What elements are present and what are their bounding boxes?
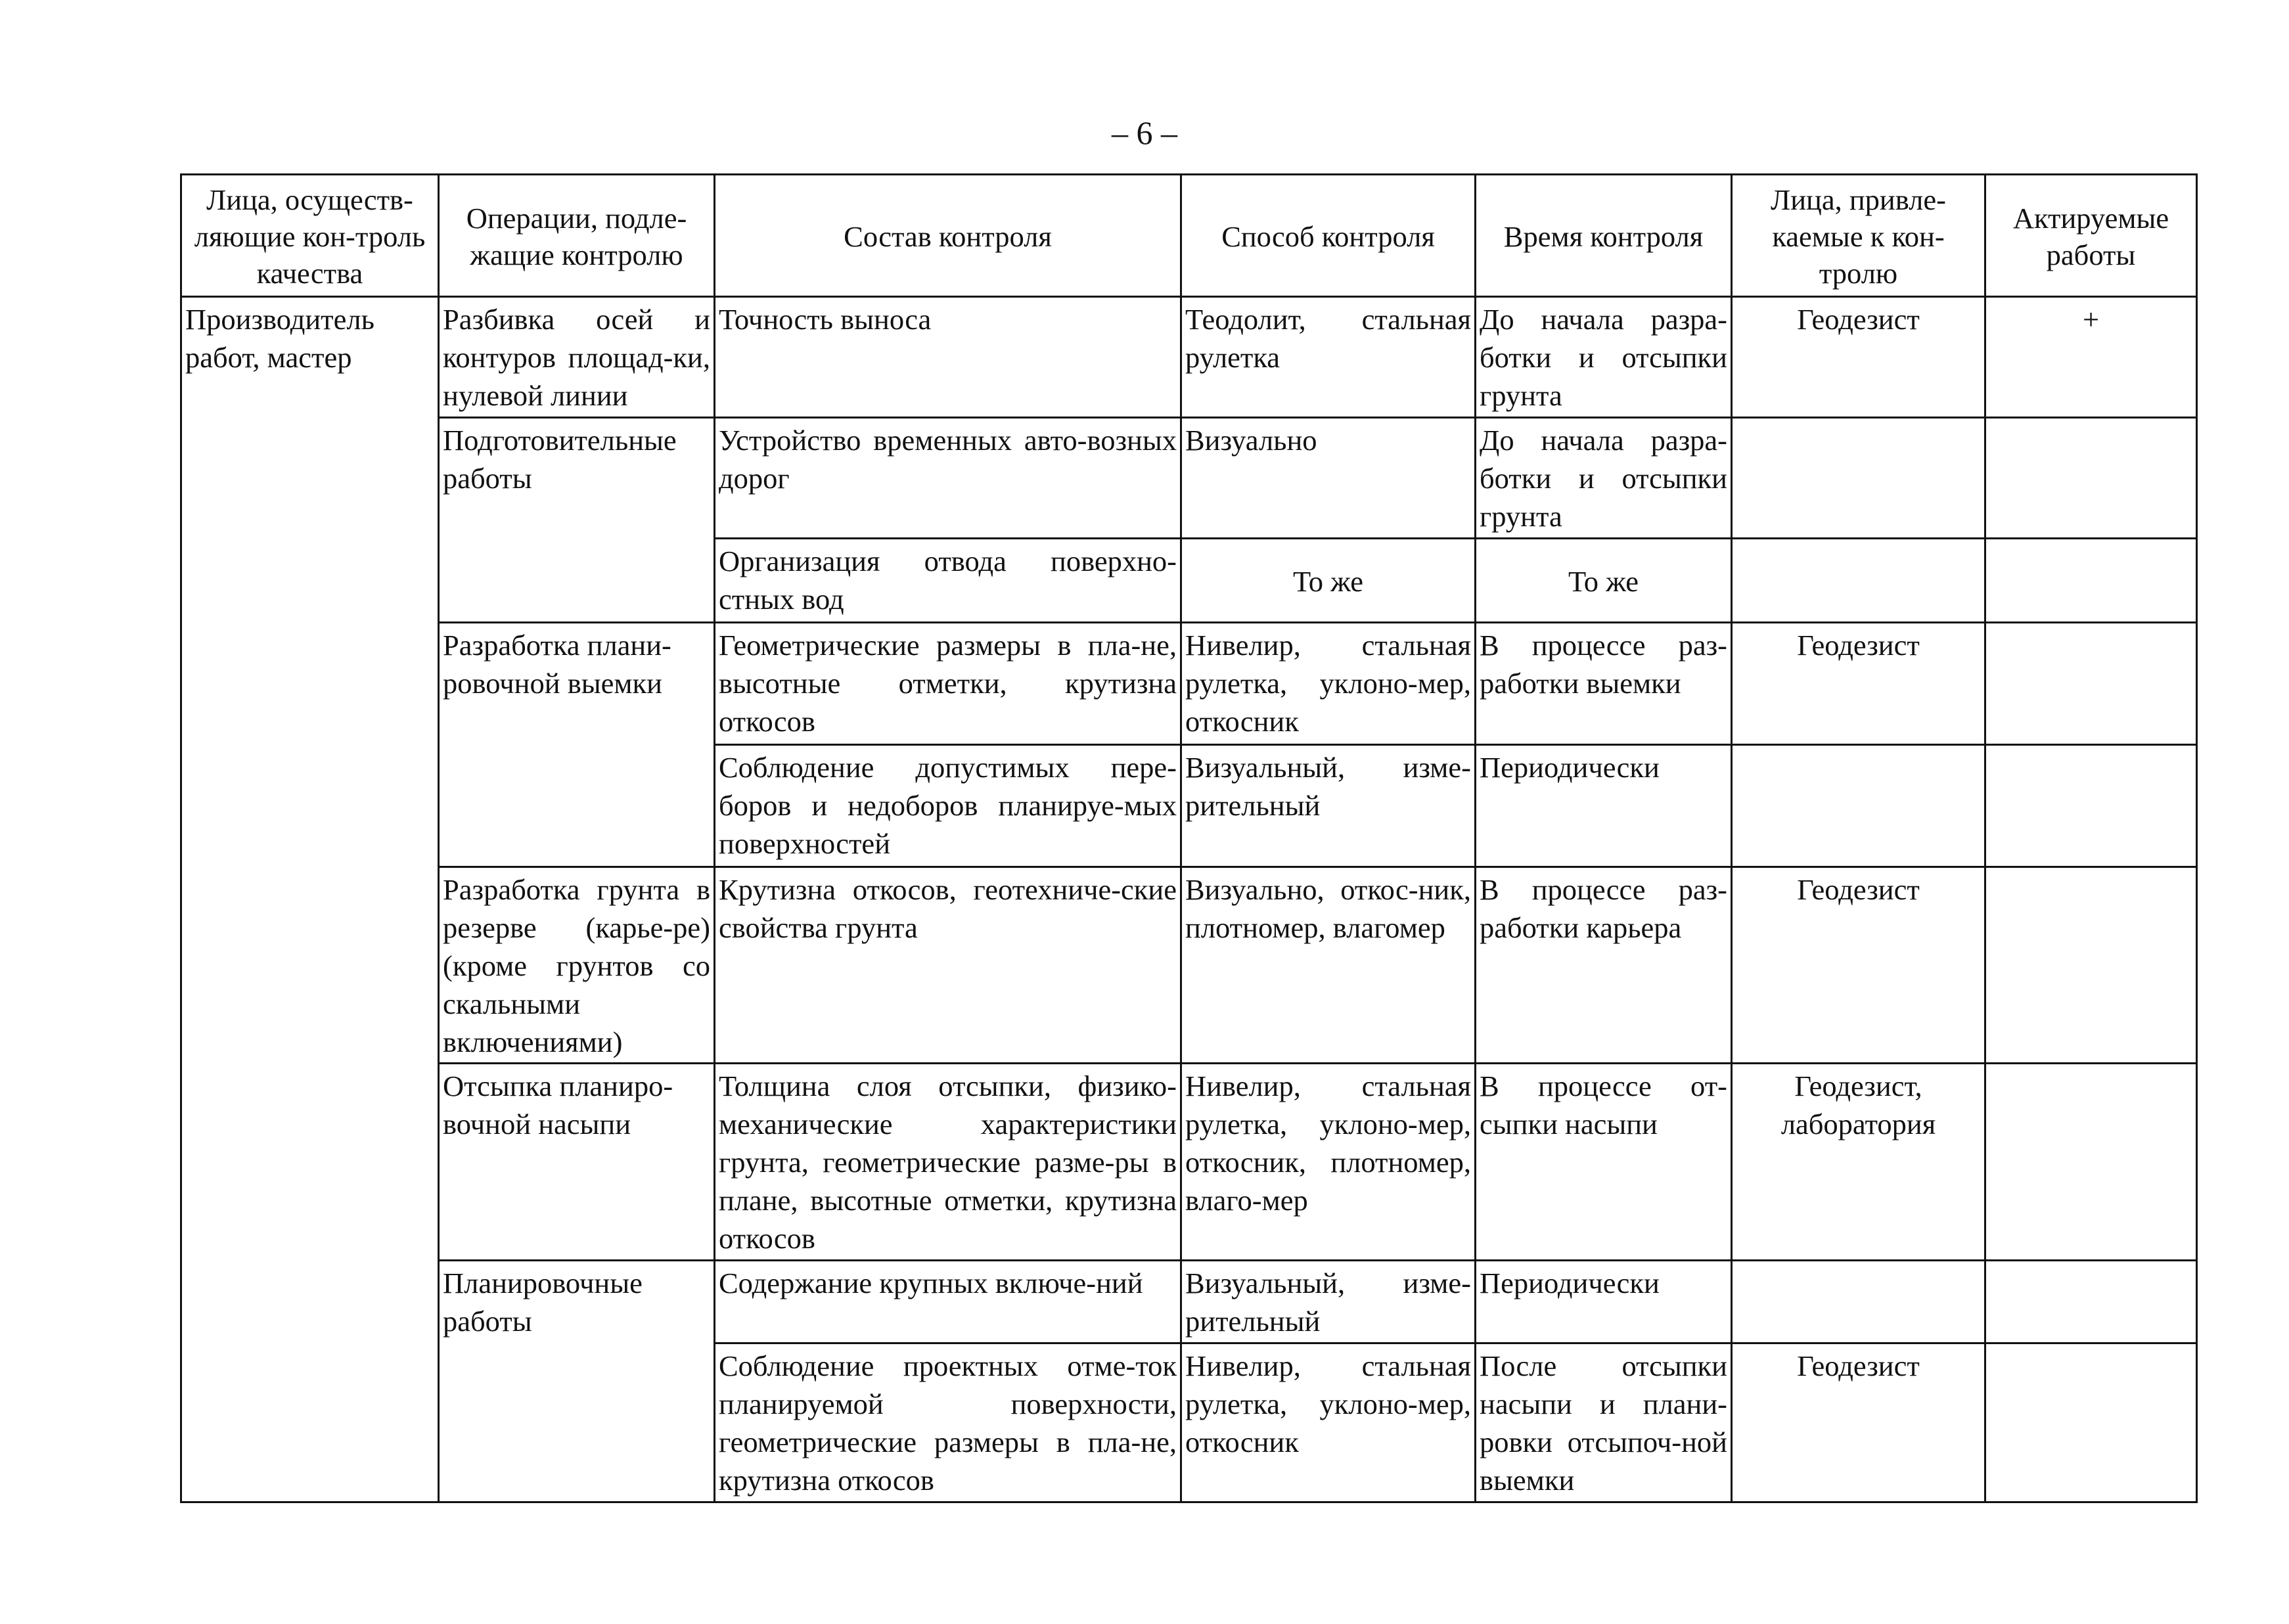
table-row bbox=[181, 1064, 2197, 1261]
header-method: Способ контроля bbox=[1181, 175, 1476, 297]
acted-cell bbox=[1985, 623, 2197, 745]
acted-cell bbox=[1985, 867, 2197, 1064]
time-cell: В процессе раз-работки карьера bbox=[1476, 867, 1732, 1064]
composition-cell: Соблюдение проектных отме-ток планируемой поверхности, геометрические размеры в пла-не, крутизна откосов bbox=[715, 1343, 1181, 1502]
persons-cell bbox=[1732, 745, 1985, 867]
header-acted-works: Актируемые работы bbox=[1985, 175, 2197, 297]
persons-cell: Геодезист, лаборатория bbox=[1732, 1064, 1985, 1261]
acted-cell bbox=[1985, 745, 2197, 867]
method-cell: Визуально, откос-ник, плотномер, влагомер bbox=[1181, 867, 1476, 1064]
operation-cell: Разбивка осей и контуров площад-ки, нулевой линии bbox=[439, 297, 715, 418]
time-cell: Периодически bbox=[1476, 1261, 1732, 1343]
time-cell: То же bbox=[1476, 539, 1732, 623]
table-row bbox=[181, 418, 2197, 539]
persons-cell: Геодезист bbox=[1732, 1343, 1985, 1502]
method-cell: Нивелир, стальная рулетка, уклоно-мер, откосник bbox=[1181, 1343, 1476, 1502]
page-number: – 6 – bbox=[1112, 114, 1177, 151]
acted-cell bbox=[1985, 1343, 2197, 1502]
composition-cell: Точность выноса bbox=[715, 297, 1181, 418]
table-row bbox=[181, 867, 2197, 1064]
operation-cell: Отсыпка планиро-вочной насыпи bbox=[439, 1064, 715, 1261]
method-cell: Визуально bbox=[1181, 418, 1476, 539]
persons-cell: Геодезист bbox=[1732, 867, 1985, 1064]
controller-cell: Производитель работ, мастер bbox=[181, 297, 439, 1502]
time-cell: До начала разра-ботки и отсыпки грунта bbox=[1476, 297, 1732, 418]
operation-cell: Подготовительные работы bbox=[439, 418, 715, 623]
method-cell: Нивелир, стальная рулетка, уклоно-мер, откосник bbox=[1181, 623, 1476, 745]
persons-cell: Геодезист bbox=[1732, 623, 1985, 745]
table-row bbox=[181, 1261, 2197, 1343]
operation-cell: Разработка грунта в резерве (карье-ре) (кроме грунтов со скальными включениями) bbox=[439, 867, 715, 1064]
acted-cell bbox=[1985, 539, 2197, 623]
method-cell: То же bbox=[1181, 539, 1476, 623]
operation-cell: Планировочные работы bbox=[439, 1261, 715, 1502]
composition-cell: Геометрические размеры в пла-не, высотные отметки, крутизна откосов bbox=[715, 623, 1181, 745]
time-cell: В процессе от-сыпки насыпи bbox=[1476, 1064, 1732, 1261]
time-cell: После отсыпки насыпи и плани-ровки отсыпоч-ной выемки bbox=[1476, 1343, 1732, 1502]
header-operations: Операции, подле-жащие контролю bbox=[439, 175, 715, 297]
time-cell: Периодически bbox=[1476, 745, 1732, 867]
acted-cell bbox=[1985, 418, 2197, 539]
composition-cell: Толщина слоя отсыпки, физико-механические характеристики грунта, геометрические разме-ры в плане, высотные отметки, крутизна откосов bbox=[715, 1064, 1181, 1261]
acted-cell bbox=[1985, 1261, 2197, 1343]
persons-cell bbox=[1732, 418, 1985, 539]
header-controllers: Лица, осуществ-ляющие кон-троль качества bbox=[181, 175, 439, 297]
table-row bbox=[181, 297, 2197, 418]
composition-cell: Устройство временных авто-возных дорог bbox=[715, 418, 1181, 539]
quality-control-table bbox=[180, 173, 2198, 1503]
persons-cell bbox=[1732, 539, 1985, 623]
acted-cell: + bbox=[1985, 297, 2197, 418]
composition-cell: Соблюдение допустимых пере-боров и недоборов планируе-мых поверхностей bbox=[715, 745, 1181, 867]
header-composition: Состав контроля bbox=[715, 175, 1181, 297]
table-header-row bbox=[181, 175, 2197, 297]
operation-cell: Разработка плани-ровочной выемки bbox=[439, 623, 715, 867]
persons-cell: Геодезист bbox=[1732, 297, 1985, 418]
acted-cell bbox=[1985, 1064, 2197, 1261]
time-cell: До начала разра-ботки и отсыпки грунта bbox=[1476, 418, 1732, 539]
method-cell: Нивелир, стальная рулетка, уклоно-мер, откосник, плотномер, влаго-мер bbox=[1181, 1064, 1476, 1261]
time-cell: В процессе раз-работки выемки bbox=[1476, 623, 1732, 745]
method-cell: Теодолит, стальная рулетка bbox=[1181, 297, 1476, 418]
header-time: Время контроля bbox=[1476, 175, 1732, 297]
composition-cell: Крутизна откосов, геотехниче-ские свойства грунта bbox=[715, 867, 1181, 1064]
header-persons: Лица, привле-каемые к кон-тролю bbox=[1732, 175, 1985, 297]
composition-cell: Организация отвода поверхно-стных вод bbox=[715, 539, 1181, 623]
table-row bbox=[181, 623, 2197, 745]
persons-cell bbox=[1732, 1261, 1985, 1343]
composition-cell: Содержание крупных включе-ний bbox=[715, 1261, 1181, 1343]
method-cell: Визуальный, изме-рительный bbox=[1181, 745, 1476, 867]
method-cell: Визуальный, изме-рительный bbox=[1181, 1261, 1476, 1343]
